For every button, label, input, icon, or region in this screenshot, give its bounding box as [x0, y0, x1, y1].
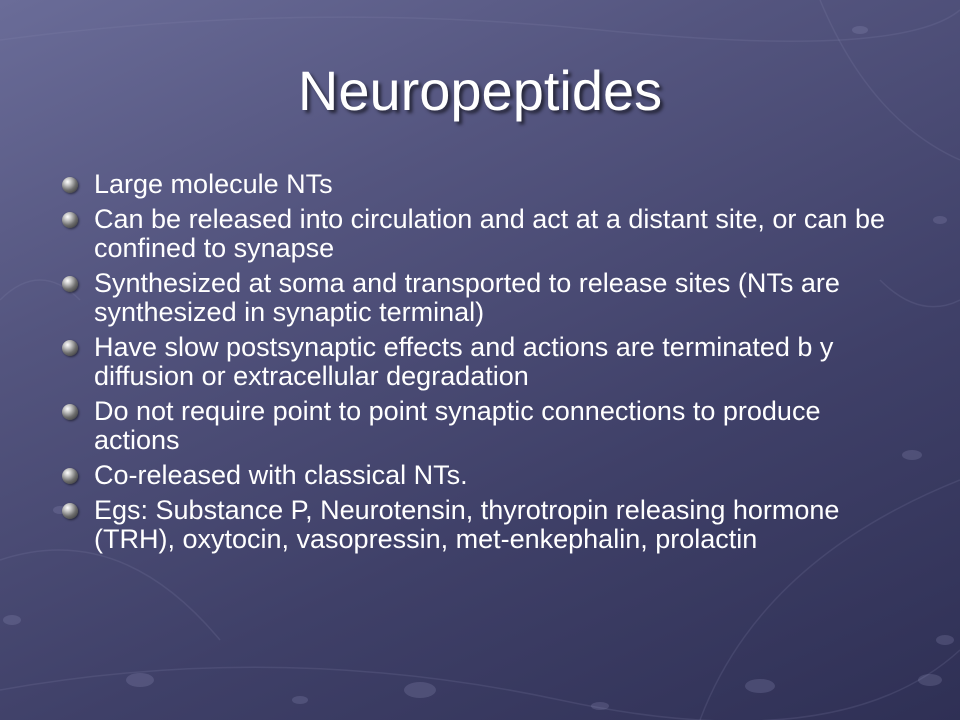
- sphere-bullet-icon: [62, 276, 78, 292]
- bullet-item: [60, 461, 910, 490]
- sphere-bullet-icon: [62, 468, 78, 484]
- sphere-bullet-icon: [62, 404, 78, 420]
- bullet-item: [60, 397, 910, 455]
- bullet-item: [60, 205, 910, 263]
- bullet-text: Egs: Substance P, Neurotensin, thyrotropin releasing hormone (TRH), oxytocin, vasopressin, met-enkephalin, prolactin: [94, 495, 840, 554]
- bullet-item: [60, 333, 910, 391]
- bullet-item: [60, 269, 910, 327]
- bullet-item: [60, 496, 910, 554]
- bullet-item: [60, 170, 910, 199]
- bullet-text: Co-released with classical NTs.: [94, 460, 468, 490]
- bullet-text: Can be released into circulation and act at a distant site, or can be confined to synapse: [94, 204, 885, 263]
- sphere-bullet-icon: [62, 212, 78, 228]
- sphere-bullet-icon: [62, 340, 78, 356]
- sphere-bullet-icon: [62, 177, 78, 193]
- bullet-text: Do not require point to point synaptic connections to produce actions: [94, 396, 821, 455]
- sphere-bullet-icon: [62, 503, 78, 519]
- bullet-list: [60, 170, 910, 560]
- slide-title: Neuropeptides: [297, 59, 663, 122]
- bullet-text: Large molecule NTs: [94, 169, 333, 199]
- bullet-text: Synthesized at soma and transported to release sites (NTs are synthesized in synaptic terminal): [94, 268, 840, 327]
- bullet-text: Have slow postsynaptic effects and actions are terminated b y diffusion or extracellular degradation: [94, 332, 834, 391]
